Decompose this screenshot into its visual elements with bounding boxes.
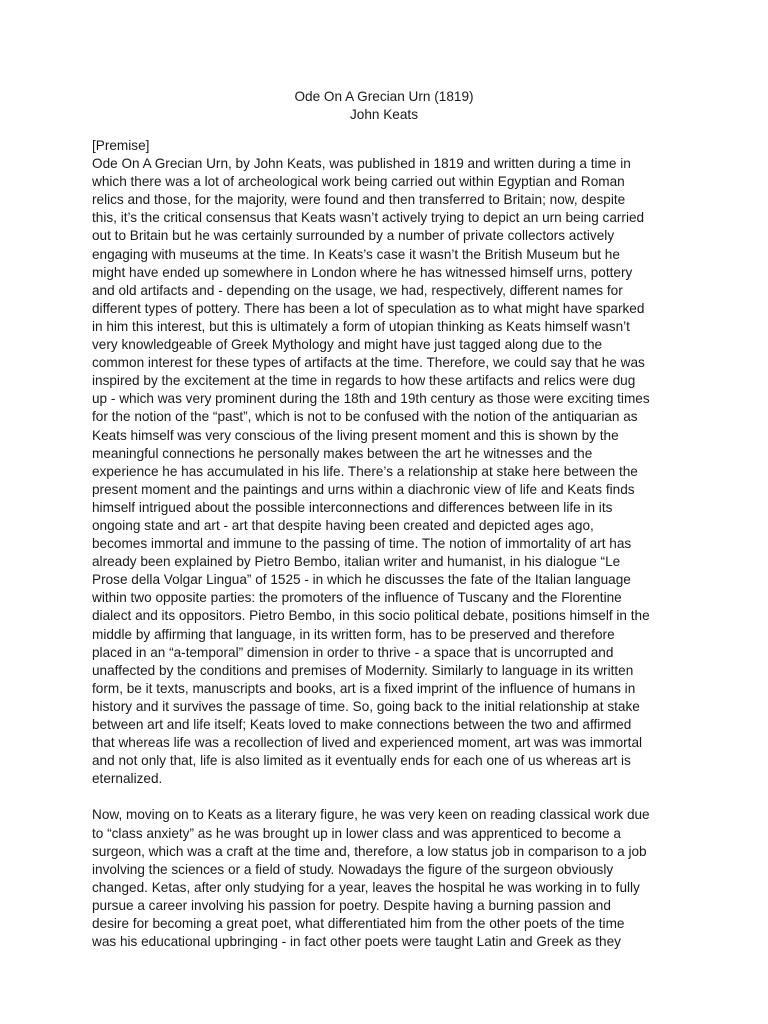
- text-line: involving the sciences or a field of study. Nowadays the figure of the surgeon obviously: [92, 861, 614, 877]
- text-line: Now, moving on to Keats as a literary figure, he was very keen on reading classical work due: [92, 807, 650, 823]
- text-line: meaningful connections he personally makes between the art he witnesses and the: [92, 445, 593, 461]
- text-line: and not only that, life is also limited as it eventually ends for each one of us whereas art is: [92, 753, 631, 769]
- text-line: desire for becoming a great poet, what differentiated him from the other poets of the time: [92, 916, 625, 932]
- document-header: [0, 88, 768, 124]
- text-line: was his educational upbringing - in fact other poets were taught Latin and Greek as they: [92, 934, 621, 950]
- text-line: up - which was very prominent during the 18th and 19th century as those were exciting times: [92, 391, 650, 407]
- section-label: [Premise]: [92, 138, 150, 153]
- paragraph-literary-figure: [92, 806, 682, 951]
- document-title: Ode On A Grecian Urn (1819): [294, 89, 474, 104]
- text-line: Prose della Volgar Lingua” of 1525 - in which he discusses the fate of the Italian language: [92, 572, 631, 588]
- text-line: Ode On A Grecian Urn, by John Keats, was published in 1819 and written during a time in: [92, 156, 631, 172]
- text-line: himself intrigued about the possible interconnections and differences between life in its: [92, 499, 613, 515]
- text-line: form, be it texts, manuscripts and books, art is a fixed imprint of the influence of humans in: [92, 680, 636, 696]
- text-line: dialect and its oppositors. Pietro Bembo, in this socio political debate, positions himself in the: [92, 608, 650, 624]
- text-line: history and it survives the passage of time. So, going back to the initial relationship at stake: [92, 698, 640, 714]
- text-line: unaffected by the conditions and premises of Modernity. Similarly to language in its written: [92, 662, 634, 678]
- text-line: surgeon, which was a craft at the time and, therefore, a low status job in comparison to a job: [92, 843, 647, 859]
- document-body: [92, 137, 682, 951]
- text-line: becomes immortal and immune to the passing of time. The notion of immortality of art has: [92, 536, 632, 552]
- text-line: engaging with museums at the time. In Keats’s case it wasn’t the British Museum but he: [92, 246, 620, 262]
- text-line: Keats himself was very conscious of the living present moment and this is shown by the: [92, 427, 619, 443]
- text-line: out to Britain but he was certainly surrounded by a number of private collectors actively: [92, 228, 615, 244]
- text-line: already been explained by Pietro Bembo, italian writer and humanist, in his dialogue “Le: [92, 554, 621, 570]
- text-line: present moment and the paintings and urns within a diachronic view of life and Keats finds: [92, 481, 635, 497]
- text-line: which there was a lot of archeological work being carried out within Egyptian and Roman: [92, 174, 625, 190]
- text-line: changed. Ketas, after only studying for a year, leaves the hospital he was working in to fully: [92, 879, 640, 895]
- text-line: experience he has accumulated in his life. There’s a relationship at stake here between the: [92, 463, 638, 479]
- paragraph-premise: [92, 155, 682, 788]
- text-line: within two opposite parties: the promoters of the influence of Tuscany and the Florentine: [92, 590, 622, 606]
- text-line: placed in an “a-temporal” dimension in order to thrive - a space that is uncorrupted and: [92, 644, 614, 660]
- text-line: common interest for these types of artifacts at the time. Therefore, we could say that he was: [92, 355, 645, 371]
- text-line: might have ended up somewhere in London where he has witnessed himself urns, pottery: [92, 264, 633, 280]
- text-line: this, it’s the critical consensus that Keats wasn’t actively trying to depict an urn being carried: [92, 210, 645, 226]
- text-line: in him this interest, but this is ultimately a form of utopian thinking as Keats himself wasn’t: [92, 318, 630, 334]
- text-line: different types of pottery. There has been a lot of speculation as to what might have sparked: [92, 300, 645, 316]
- text-line: eternalized.: [92, 771, 163, 787]
- text-line: to “class anxiety” as he was brought up in lower class and was apprenticed to become a: [92, 825, 621, 841]
- text-line: middle by affirming that language, in its written form, has to be preserved and therefore: [92, 626, 615, 642]
- text-line: inspired by the excitement at the time in regards to how these artifacts and relics were dug: [92, 373, 636, 389]
- text-line: ongoing state and art - art that despite having been created and depicted ages ago,: [92, 517, 594, 533]
- text-line: pursue a career involving his passion for poetry. Despite having a burning passion and: [92, 897, 611, 913]
- text-line: very knowledgeable of Greek Mythology and might have just tagged along due to the: [92, 337, 603, 353]
- text-line: for the notion of the “past”, which is not to be confused with the notion of the antiquarian as: [92, 409, 638, 425]
- text-line: that whereas life was a recollection of lived and experienced moment, art was was immortal: [92, 735, 643, 751]
- text-line: between art and life itself; Keats loved to make connections between the two and affirmed: [92, 717, 632, 732]
- paragraph-gap: [92, 788, 682, 806]
- text-line: and old artifacts and - depending on the usage, we had, respectively, different names for: [92, 282, 623, 298]
- text-line: relics and those, for the majority, were found and then transferred to Britain; now, despite: [92, 192, 626, 208]
- document-author: John Keats: [349, 107, 418, 122]
